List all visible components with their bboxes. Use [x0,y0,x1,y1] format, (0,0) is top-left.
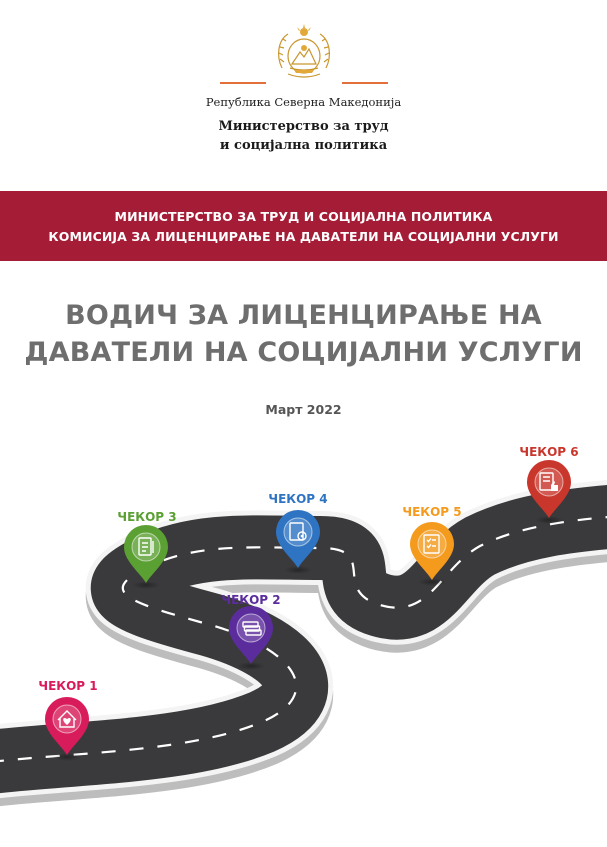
document-title-line-2: ДАВАТЕЛИ НА СОЦИЈАЛНИ УСЛУГИ [24,337,583,368]
publication-date: Март 2022 [265,402,342,417]
pin-ring [237,614,265,642]
pin-ring [535,468,563,496]
ministry-line-2: и социјална политика [219,138,388,153]
decorative-rule-left [220,82,266,84]
banner-line-1: МИНИСТЕРСТВО ЗА ТРУД И СОЦИЈАЛНА ПОЛИТИКА [114,209,493,224]
title-banner [0,191,607,261]
ministry-name [0,117,607,155]
document-title-line-1: ВОДИЧ ЗА ЛИЦЕНЦИРАЊЕ НА [65,300,542,331]
ministry-line-1: Министерство за труд [218,119,389,134]
pin-ring [418,530,446,558]
step-label-3: ЧЕКОР 3 [117,510,177,524]
decorative-rule-right [342,82,388,84]
step-label-4: ЧЕКОР 4 [268,492,328,506]
step-label-5: ЧЕКОР 5 [402,505,462,519]
coat-of-arms-icon [274,22,334,88]
road-illustration [0,430,607,847]
step-label-6: ЧЕКОР 6 [519,445,579,459]
republic-name: Република Северна Македонија [205,95,402,109]
pin-ring [284,518,312,546]
banner-line-2: КОМИСИЈА ЗА ЛИЦЕНЦИРАЊЕ НА ДАВАТЕЛИ НА СОЦИЈАЛНИ УСЛУГИ [48,229,559,244]
step-label-2: ЧЕКОР 2 [221,593,281,607]
step-label-1: ЧЕКОР 1 [38,679,98,693]
